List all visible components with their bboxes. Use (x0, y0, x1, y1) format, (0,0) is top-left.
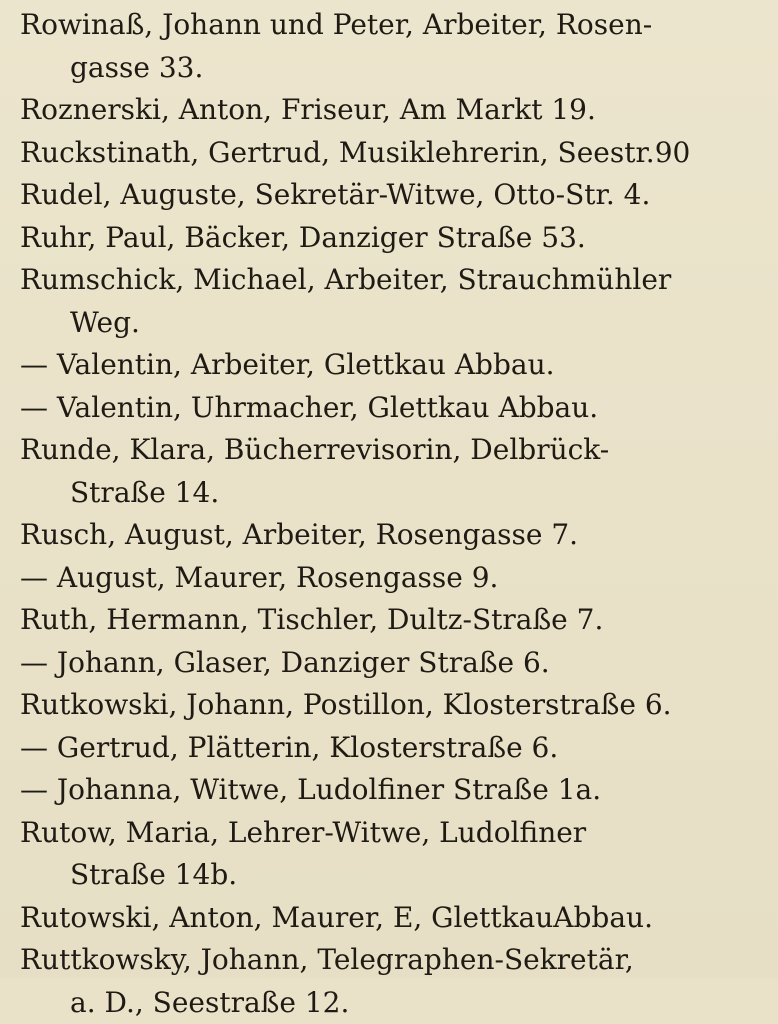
entry-line: — Gertrud, Plätterin, Klosterstraße 6. (20, 727, 772, 770)
entry-line: a. D., Seestraße 12. (20, 982, 772, 1024)
entry-line: Roznerski, Anton, Friseur, Am Markt 19. (20, 89, 772, 132)
entry-line: Weg. (20, 302, 772, 345)
entry-line: — August, Maurer, Rosengasse 9. (20, 557, 772, 600)
entry-line: Straße 14b. (20, 854, 772, 897)
entry-line: Rutowski, Anton, Maurer, E, GlettkauAbbau. (20, 897, 772, 940)
entry-line: gasse 33. (20, 47, 772, 90)
entry-line: Rudel, Auguste, Sekretär-Witwe, Otto-Str. 4. (20, 174, 772, 217)
directory-entries (20, 4, 772, 1024)
entry-line: — Johanna, Witwe, Ludolfiner Straße 1a. (20, 769, 772, 812)
entry-line: Rutkowski, Johann, Postillon, Klosterstraße 6. (20, 684, 772, 727)
entry-line: Straße 14. (20, 472, 772, 515)
entry-line: Rutow, Maria, Lehrer-Witwe, Ludolfiner (20, 812, 772, 855)
entry-line: Ruttkowsky, Johann, Telegraphen-Sekretär, (20, 939, 772, 982)
entry-line: Ruth, Hermann, Tischler, Dultz-Straße 7. (20, 599, 772, 642)
entry-line: — Valentin, Arbeiter, Glettkau Abbau. (20, 344, 772, 387)
entry-line: Rowinaß, Johann und Peter, Arbeiter, Rosen- (20, 4, 772, 47)
entry-line: Rusch, August, Arbeiter, Rosengasse 7. (20, 514, 772, 557)
entry-line: Ruhr, Paul, Bäcker, Danziger Straße 53. (20, 217, 772, 260)
entry-line: Ruckstinath, Gertrud, Musiklehrerin, Seestr.90 (20, 132, 772, 175)
entry-line: Runde, Klara, Bücherrevisorin, Delbrück- (20, 429, 772, 472)
entry-line: — Johann, Glaser, Danziger Straße 6. (20, 642, 772, 685)
entry-line: Rumschick, Michael, Arbeiter, Strauchmühler (20, 259, 772, 302)
entry-line: — Valentin, Uhrmacher, Glettkau Abbau. (20, 387, 772, 430)
